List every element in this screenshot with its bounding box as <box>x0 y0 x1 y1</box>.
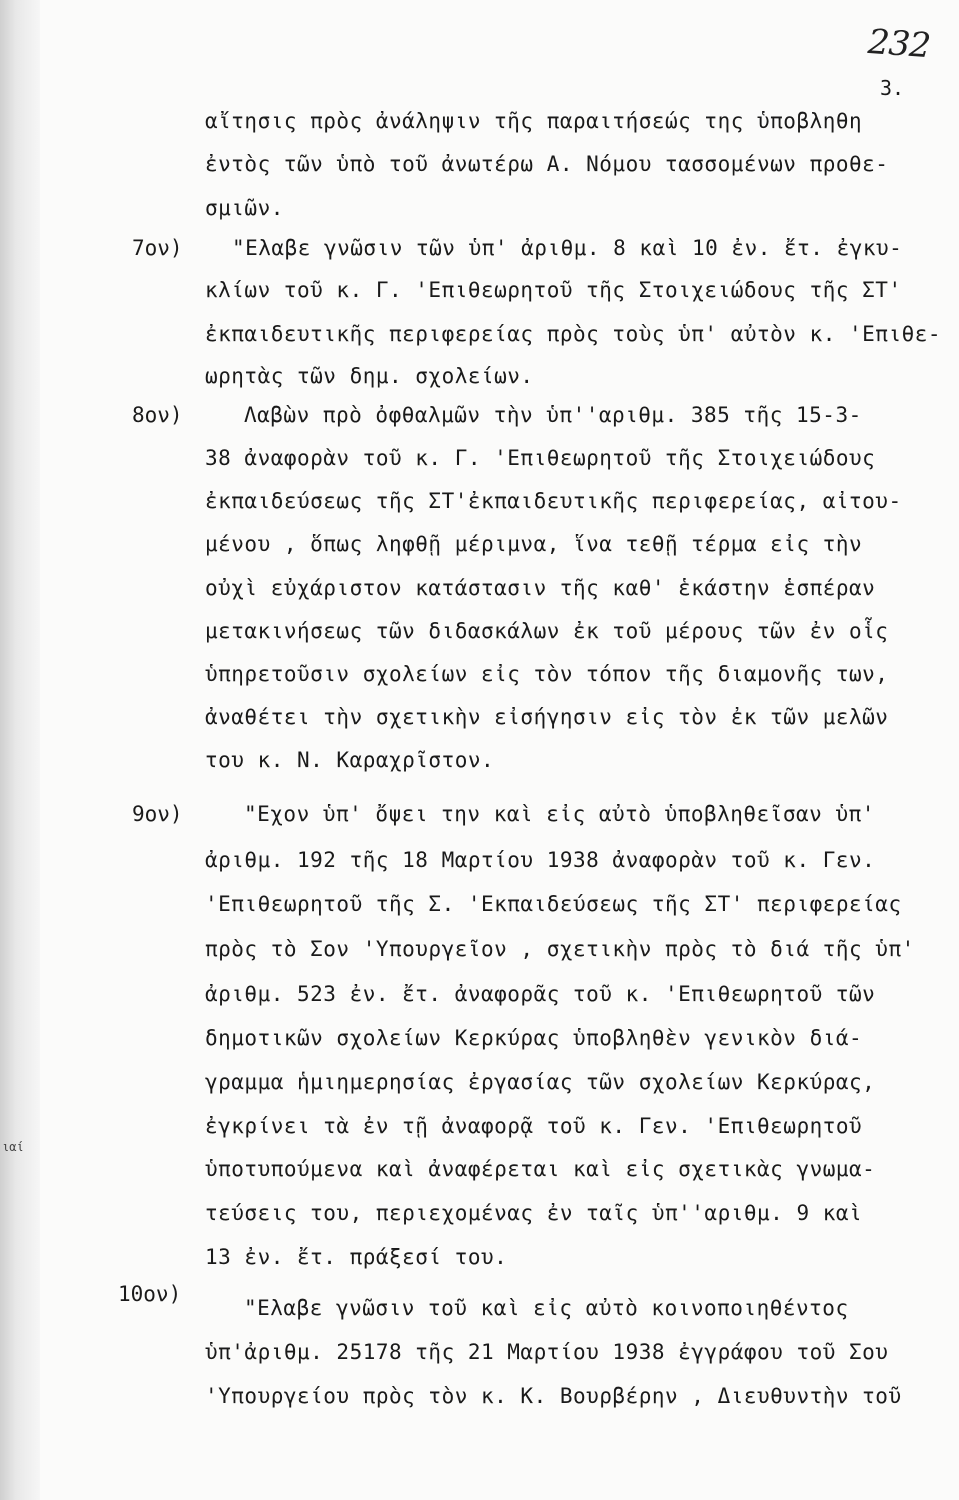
text-line: ἀριθμ. 523 ἐν. ἔτ. ἀναφορᾶς τοῦ κ. 'Επιθεωρητοῦ τῶν <box>205 982 876 1006</box>
handwritten-page-number: 232 <box>866 21 932 67</box>
page-number: 3. <box>880 76 905 100</box>
text-line: κλίων τοῦ κ. Γ. 'Επιθεωρητοῦ τῆς Στοιχειώδους τῆς ΣΤ' <box>205 278 902 302</box>
text-line: αἴτησις πρὸς ἀνάληψιν τῆς παραιτήσεώς της ὑποβληθη <box>205 109 863 133</box>
text-line: "Ελαβε γνῶσιν τοῦ καὶ εἰς αὐτὸ κοινοποιηθέντος <box>244 1296 849 1320</box>
text-line: 'Υπουργείου πρὸς τὸν κ. Κ. Βουρβέρην , Διευθυντὴν τοῦ <box>205 1384 902 1408</box>
text-line: οὐχὶ εὐχάριστον κατάστασιν τῆς καθ' ἑκάστην ἑσπέραν <box>205 576 876 600</box>
text-line: "Εχον ὑπ' ὄψει την καὶ εἰς αὐτὸ ὑποβληθεῖσαν ὑπ' <box>244 802 875 826</box>
text-line: ἐκπαιδευτικῆς περιφερείας πρὸς τοὺς ὑπ' αὐτὸν κ. 'Επιθε- <box>205 322 942 346</box>
text-line: μένου , ὅπως ληφθῇ μέριμνα, ἵνα τεθῇ τέρμα εἰς τὴν <box>205 532 863 556</box>
margin-note: ιαί <box>2 1140 24 1154</box>
text-line: ὑποτυπούμενα καὶ ἀναφέρεται καὶ εἰς σχετικὰς γνωμα- <box>205 1157 876 1181</box>
text-line: 13 ἐν. ἔτ. πράξεσί του. <box>205 1245 508 1269</box>
text-line: τεύσεις του, περιεχομένας ἐν ταῖς ὑπ''αριθμ. 9 καὶ <box>205 1201 863 1225</box>
text-line: ἐντὸς τῶν ὑπὸ τοῦ ἀνωτέρω Α. Νόμου τασσομένων προθε- <box>205 152 889 176</box>
text-line: σμιῶν. <box>205 196 284 220</box>
text-line: ὑπηρετοῦσιν σχολείων εἰς τὸν τόπον τῆς διαμονῆς των, <box>205 662 889 686</box>
text-line: "Ελαβε γνῶσιν τῶν ὑπ' ἀριθμ. 8 καὶ 10 ἐν. ἔτ. ἐγκυ- <box>232 236 903 260</box>
item-number-8: 8ον) <box>132 403 183 427</box>
text-line: του κ. Ν. Καραχρῖστον. <box>205 748 495 772</box>
text-line: ἐκπαιδεύσεως τῆς ΣΤ'ἐκπαιδευτικῆς περιφερείας, αἰτου- <box>205 489 902 513</box>
text-line: ἐγκρίνει τὰ ἐν τῇ ἀναφορᾷ τοῦ κ. Γεν. 'Επιθεωρητοῦ <box>205 1114 863 1138</box>
text-line: Λαβὼν πρὸ ὀφθαλμῶν τὴν ὑπ''αριθμ. 385 τῆς 15-3- <box>244 403 862 427</box>
text-line: δημοτικῶν σχολείων Κερκύρας ὑποβληθὲν γενικὸν διά- <box>205 1026 863 1050</box>
text-line: ωρητὰς τῶν δημ. σχολείων. <box>205 364 534 388</box>
text-line: πρὸς τὸ Σον 'Υπουργεῖον , σχετικὴν πρὸς τὸ διά τῆς ὑπ' <box>205 937 915 961</box>
text-line: 'Επιθεωρητοῦ τῆς Σ. 'Εκπαιδεύσεως τῆς ΣΤ' περιφερείας <box>205 892 902 916</box>
text-line: ἀναθέτει τὴν σχετικὴν εἰσήγησιν εἰς τὸν ἐκ τῶν μελῶν <box>205 705 889 729</box>
text-line: 38 ἀναφορὰν τοῦ κ. Γ. 'Επιθεωρητοῦ τῆς Στοιχειώδους <box>205 446 876 470</box>
text-line: ὑπ'ἀριθμ. 25178 τῆς 21 Μαρτίου 1938 ἐγγράφου τοῦ Σου <box>205 1340 889 1364</box>
item-number-9: 9ον) <box>132 802 183 826</box>
text-line: ἀριθμ. 192 τῆς 18 Μαρτίου 1938 ἀναφορὰν τοῦ κ. Γεν. <box>205 848 876 872</box>
item-number-7: 7ον) <box>132 236 183 260</box>
item-number-10: 10ον) <box>118 1282 182 1306</box>
text-line: μετακινήσεως τῶν διδασκάλων ἐκ τοῦ μέρους τῶν ἐν οἷς <box>205 619 889 643</box>
text-line: γραμμα ἡμιημερησίας ἐργασίας τῶν σχολείων Κερκύρας, <box>205 1070 876 1094</box>
scan-left-edge <box>0 0 40 1500</box>
